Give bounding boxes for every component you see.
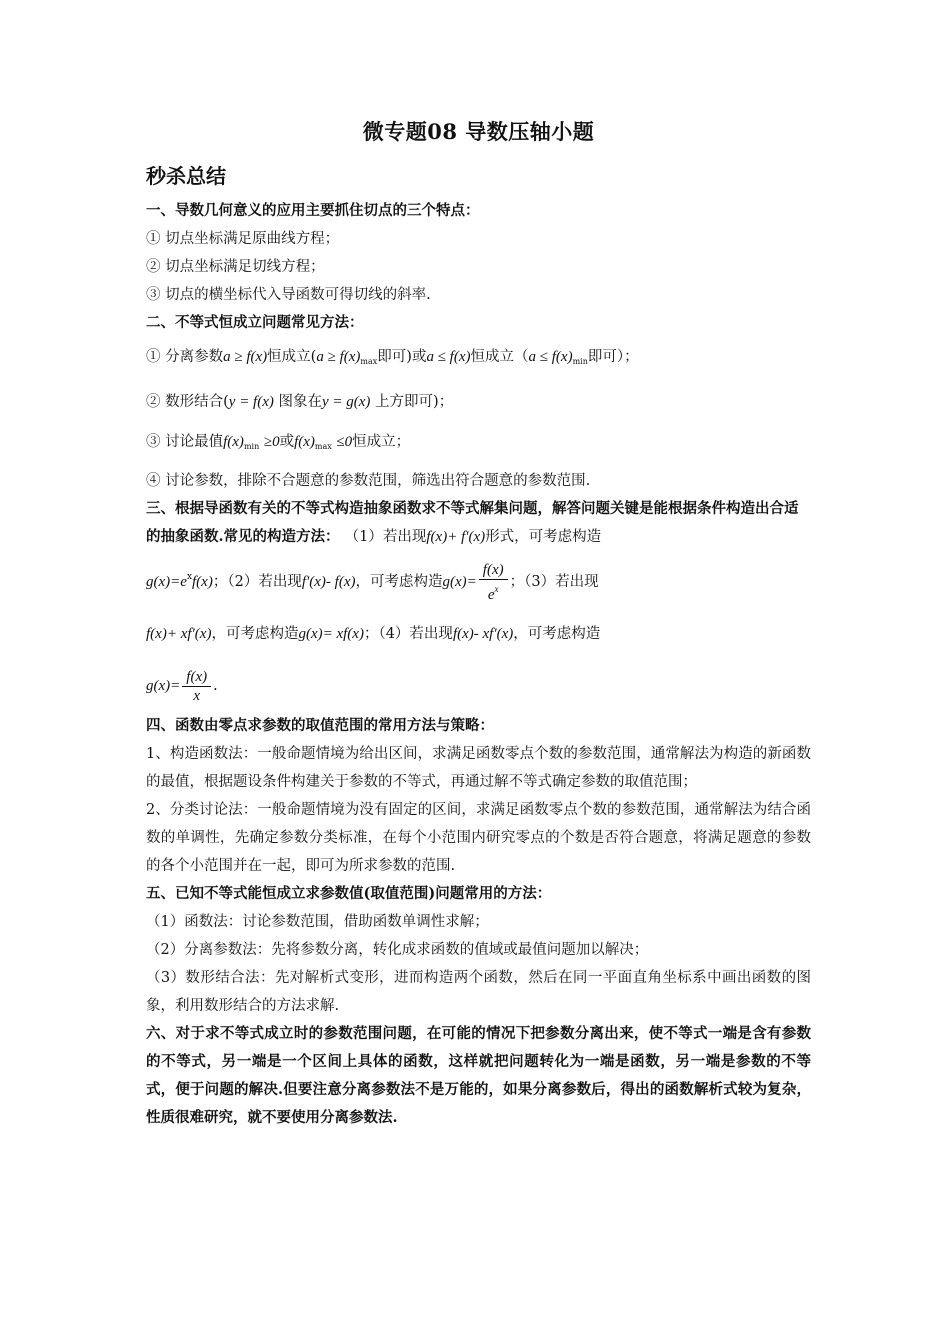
- text: 恒成立(: [267, 349, 317, 365]
- subscript: max: [314, 442, 332, 451]
- denominator: x: [193, 687, 201, 704]
- text: 图象在: [278, 394, 322, 410]
- fraction: [182, 668, 211, 705]
- formula: f′(x)- f(x): [301, 574, 356, 590]
- s2-item-3: [146, 422, 811, 467]
- formula: f(x)- xf′(x): [452, 626, 514, 642]
- section-6-text: 六、对于求不等式成立时的参数范围问题，在可能的情况下把参数分离出来，使不等式一端是含有参数的不等式，另一端是一个区间上具体的函数，这样就把问题转化为一端是函数，另一端是参数的不等式，便于问题的解决.但要注意分离参数法不是万能的，如果分离参数后，得出的函数解析式较为复杂，性质很难研究，就不要使用分离参数法.: [146, 1025, 811, 1126]
- s2-item-2: [146, 382, 811, 422]
- text: ，可考虑构造: [513, 626, 601, 642]
- formula: f(x): [294, 434, 315, 450]
- text: 上方即可)；: [375, 394, 454, 410]
- superscript: x: [494, 583, 499, 594]
- document-title: 微专题08 导数压轴小题: [362, 119, 595, 144]
- formula: ≤0: [336, 434, 353, 450]
- s1-item-3: ③ 切点的横坐标代入导函数可得切线的斜率.: [146, 287, 431, 303]
- formula: f(x): [223, 434, 244, 450]
- text: 即可）；: [587, 349, 639, 365]
- fraction: [479, 561, 508, 604]
- formula: a ≥ f(x): [316, 349, 361, 365]
- formula: f(x)+ f′(x): [426, 529, 486, 545]
- s5-paragraph-3: （3）数形结合法：先对解析式变形，进而构造两个函数，然后在同一平面直角坐标系中画出函数的图象，利用数形结合的方法求解.: [146, 970, 811, 1014]
- summary-heading: 秒杀总结: [146, 164, 226, 188]
- section-2-title: 二、不等式恒成立问题常见方法：: [146, 314, 364, 331]
- formula: y = f(x): [228, 394, 274, 410]
- numerator: f(x): [182, 668, 211, 687]
- formula: f(x): [192, 574, 213, 590]
- section-1-title: 一、导数几何意义的应用主要抓住切点的三个特点：: [146, 202, 480, 219]
- text: ；（2）若出现: [212, 574, 302, 590]
- numerator: f(x): [479, 561, 508, 580]
- formula: f(x)+ xf′(x): [146, 626, 212, 642]
- text: ；（3）若出现: [509, 574, 599, 590]
- formula: a ≤ f(x): [528, 349, 573, 365]
- s4-paragraph-2: 2、分类讨论法：一般命题情境为没有固定的区间，求满足函数零点个数的参数范围，通常解法为结合函数的单调性，先确定参数分类标准，在每个小范围内研究零点的个数是否符合题意，将满足题意的参数的各个小范围并在一起，即可为所求参数的范围.: [146, 802, 811, 874]
- formula: a ≥ f(x): [223, 349, 268, 365]
- text: e: [487, 586, 495, 603]
- formula: g(x)=: [442, 574, 477, 590]
- text: .: [213, 678, 218, 694]
- section-5-title: 五、已知不等式能恒成立求参数值(取值范围)问题常用的方法：: [146, 885, 552, 902]
- s1-item-1: ① 切点坐标满足原曲线方程；: [146, 231, 340, 247]
- formula: g(x)=e: [146, 574, 187, 590]
- subscript: min: [572, 357, 588, 366]
- denominator: [479, 580, 508, 604]
- text: ，可考虑构造: [211, 626, 299, 642]
- text: ① 分离参数: [146, 349, 224, 365]
- document-page: [146, 110, 811, 1132]
- superscript: x: [186, 572, 193, 582]
- s3-line-2: [146, 551, 811, 608]
- subscript: min: [243, 442, 260, 451]
- text: 即可)或: [377, 349, 427, 365]
- formula: g(x)=: [146, 678, 181, 694]
- formula: a ≤ f(x): [426, 349, 471, 365]
- text: 恒成立；: [352, 434, 411, 450]
- text: （1）若出现: [344, 529, 427, 545]
- section-3-title: 三、根据导函数有关的不等式构造抽象函数求不等式解集问题，解答问题关键是能根据条件构造出合适的抽象函数.常见的构造方法：: [146, 500, 799, 545]
- s3-text: [345, 529, 602, 545]
- s4-paragraph-1: 1、构造函数法：一般命题情境为给出区间，求满足函数零点个数的参数范围，通常解法为构造的新函数的最值，根据题设条件构建关于参数的不等式，再通过解不等式确定参数的取值范围；: [146, 746, 811, 790]
- text: 或: [279, 434, 295, 450]
- text: 恒成立（: [470, 349, 529, 365]
- text: ③ 讨论最值: [146, 434, 224, 450]
- s2-item-1: [146, 337, 811, 382]
- text: ② 数形结合(: [146, 394, 229, 410]
- formula: y = g(x): [322, 394, 371, 410]
- text: ；（4）若出现: [363, 626, 453, 642]
- text: ，可考虑构造: [355, 574, 443, 590]
- subscript: max: [360, 357, 378, 366]
- formula: ≥0: [263, 434, 280, 450]
- formula: g(x)= xf(x): [298, 626, 364, 642]
- section-4-title: 四、函数由零点求参数的取值范围的常用方法与策略：: [146, 717, 494, 734]
- s5-paragraph-1: （1）函数法：讨论参数范围，借助函数单调性求解；: [146, 914, 489, 930]
- s1-item-2: ② 切点坐标满足切线方程；: [146, 259, 325, 275]
- s2-item-4: ④ 讨论参数，排除不合题意的参数范围，筛选出符合题意的参数范围.: [146, 473, 591, 489]
- text: 形式，可考虑构造: [485, 529, 602, 545]
- s5-paragraph-2: （2）分离参数法：先将参数分离，转化成求函数的值域或最值问题加以解决；: [146, 942, 649, 958]
- s3-line-4: [146, 660, 811, 712]
- s3-line-3: [146, 608, 811, 660]
